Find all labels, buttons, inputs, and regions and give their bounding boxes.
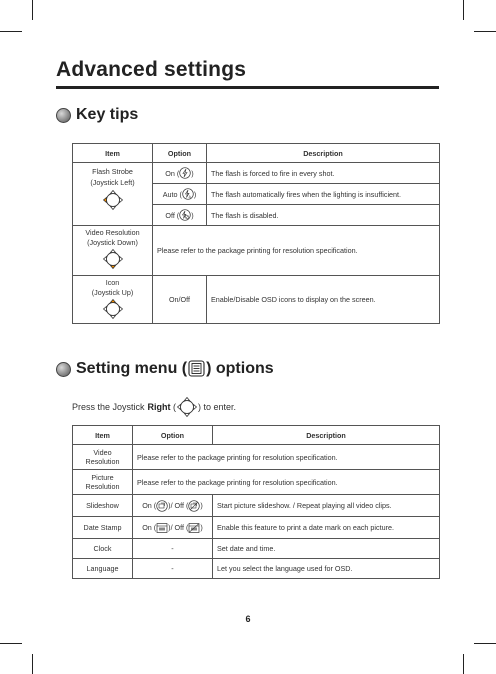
option-paren: ) [191, 168, 194, 178]
picture-resolution-description: Please refer to the package printing for resolution specification. [133, 470, 440, 495]
table-row [73, 517, 440, 539]
setting-menu-heading [56, 360, 274, 378]
table-row [73, 559, 440, 579]
header-option: Option [133, 426, 213, 445]
header-description: Description [213, 426, 440, 445]
slideshow-off-icon [188, 500, 203, 512]
header-item: Item [73, 426, 133, 445]
date-stamp-on-icon [156, 522, 168, 534]
table-row [73, 495, 440, 517]
date-stamp-description: Enable this feature to print a date mark on each picture. [213, 517, 440, 539]
video-resolution-description: Please refer to the package printing for resolution specification. [153, 226, 440, 276]
crop-mark [463, 654, 464, 674]
slideshow-option [133, 495, 213, 517]
table-row [73, 163, 440, 184]
option-auto [153, 184, 207, 205]
item-line: (Joystick Up) [91, 288, 134, 297]
setting-menu-table [72, 425, 440, 579]
flash-strobe-item [73, 163, 153, 226]
key-tips-title: Key tips [76, 106, 139, 123]
intro-part: Press the Joystick [72, 402, 145, 412]
language-option: - [133, 559, 213, 579]
date-stamp-off-icon [188, 522, 203, 534]
icon-item [73, 276, 153, 324]
option-label: On ( [142, 501, 157, 510]
flash-off-icon [179, 209, 194, 221]
joystick-left-icon [102, 189, 124, 211]
item-line: Flash Strobe [92, 167, 133, 176]
crop-mark [474, 31, 496, 32]
option-label: Auto ( [162, 189, 182, 199]
key-tips-heading [56, 106, 138, 124]
item-line: Resolution [85, 482, 120, 491]
joystick-up-icon [102, 298, 124, 320]
header-description: Description [207, 144, 440, 163]
icon-description: Enable/Disable OSD icons to display on the screen. [207, 276, 440, 324]
clock-description: Set date and time. [213, 539, 440, 559]
setting-menu-title [76, 360, 274, 378]
joystick-right-icon [176, 396, 198, 418]
crop-mark [463, 0, 464, 20]
option-label: On ( [142, 523, 157, 532]
slideshow-item: Slideshow [73, 495, 133, 517]
picture-resolution-item [73, 470, 133, 495]
table-row [73, 445, 440, 470]
item-line: Picture [91, 473, 114, 482]
option-off [153, 205, 207, 226]
heading-text: ) options [206, 360, 274, 377]
table-row [73, 470, 440, 495]
key-tips-table [72, 143, 440, 324]
table-header-row [73, 426, 440, 445]
option-paren: ) [193, 189, 197, 199]
option-auto-description: The flash automatically fires when the lighting is insufficient. [207, 184, 440, 205]
crop-mark [32, 654, 33, 674]
intro-bold: Right [147, 402, 171, 412]
svg-text:A: A [188, 195, 191, 199]
crop-mark [474, 643, 496, 644]
language-description: Let you select the language used for OSD. [213, 559, 440, 579]
option-paren: ) [191, 210, 194, 220]
video-resolution-item [73, 226, 153, 276]
menu-button-icon [188, 360, 205, 377]
intro-part: ( [170, 402, 177, 412]
option-paren: ) [200, 501, 203, 510]
option-on-description: The flash is forced to fire in every shot. [207, 163, 440, 184]
option-off-description: The flash is disabled. [207, 205, 440, 226]
option-label: Off ( [165, 210, 180, 220]
language-item: Language [73, 559, 133, 579]
option-label: On ( [165, 168, 180, 178]
item-line: Icon [105, 278, 120, 287]
crop-mark [0, 643, 22, 644]
icon-option: On/Off [153, 276, 207, 324]
date-stamp-item: Date Stamp [73, 517, 133, 539]
page-number: 6 [245, 614, 251, 624]
item-line: Video Resolution [85, 228, 140, 237]
option-label: )/ Off ( [168, 501, 189, 510]
header-item: Item [73, 144, 153, 163]
flash-on-icon [179, 167, 194, 179]
item-line: (Joystick Left) [90, 178, 135, 187]
intro-text [72, 396, 236, 418]
table-row [73, 276, 440, 324]
video-resolution-description: Please refer to the package printing for resolution specification. [133, 445, 440, 470]
table-row [73, 539, 440, 559]
item-line: Resolution [85, 457, 120, 466]
item-line: Video [93, 448, 112, 457]
slideshow-on-icon [156, 500, 168, 512]
clock-option: - [133, 539, 213, 559]
option-label: )/ Off ( [168, 523, 189, 532]
option-paren: ) [200, 523, 203, 532]
option-on [153, 163, 207, 184]
item-line: (Joystick Down) [87, 238, 138, 247]
table-row [73, 226, 440, 276]
header-option: Option [153, 144, 207, 163]
flash-auto-icon [182, 188, 197, 200]
date-stamp-option [133, 517, 213, 539]
video-resolution-item [73, 445, 133, 470]
bullet-icon [56, 108, 71, 123]
page-title: Advanced settings [56, 58, 247, 81]
slideshow-description: Start picture slideshow. / Repeat playing all video clips. [213, 495, 440, 517]
heading-text: Setting menu ( [76, 360, 188, 377]
crop-mark [0, 31, 22, 32]
bullet-icon [56, 362, 71, 377]
table-header-row [73, 144, 440, 163]
joystick-down-icon [102, 248, 124, 270]
intro-part: ) to enter. [198, 402, 237, 412]
title-rule [56, 86, 439, 89]
crop-mark [32, 0, 33, 20]
clock-item: Clock [73, 539, 133, 559]
